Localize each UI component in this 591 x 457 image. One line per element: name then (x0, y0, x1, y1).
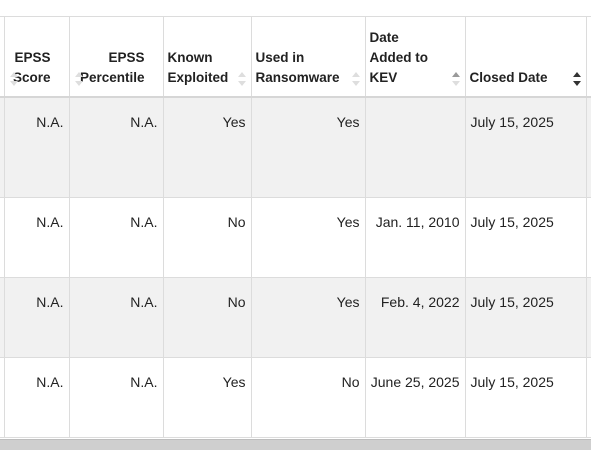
header-date-added-kev[interactable] (365, 17, 465, 97)
cell-epss-percentile: N.A. (69, 358, 163, 438)
cell-date-added-kev (365, 97, 465, 198)
cell-date-added-kev: Jan. 11, 2010 (365, 198, 465, 278)
row-cell-cut-off-right (586, 278, 591, 358)
cell-closed-date: July 15, 2025 (465, 198, 586, 278)
cell-used-in-ransomware: No (251, 358, 365, 438)
header-date-added-kev-line1: Date (369, 29, 399, 45)
header-date-added-kev-line3: KEV (369, 69, 398, 85)
cell-used-in-ransomware: Yes (251, 278, 365, 358)
cell-epss-percentile: N.A. (69, 198, 163, 278)
row-cell-cut-off-right (586, 358, 591, 438)
header-epss-score-line2: Score (12, 69, 51, 85)
table-row[interactable] (0, 97, 591, 198)
header-known-exploited[interactable] (163, 17, 251, 97)
cell-known-exploited: Yes (163, 97, 251, 198)
cell-used-in-ransomware: Yes (251, 198, 365, 278)
cell-epss-percentile: N.A. (69, 278, 163, 358)
cell-epss-score: N.A. (4, 97, 69, 198)
horizontal-scrollbar[interactable] (0, 439, 591, 450)
header-used-in-ransomware-line1: Used in (255, 49, 305, 65)
cell-used-in-ransomware: Yes (251, 97, 365, 198)
header-epss-score[interactable] (4, 17, 69, 97)
sort-ascending-icon[interactable] (452, 72, 460, 86)
table-row[interactable] (0, 278, 591, 358)
header-closed-date-label: Closed Date (469, 69, 548, 85)
header-known-exploited-line2: Exploited (167, 69, 229, 85)
cell-known-exploited: Yes (163, 358, 251, 438)
sort-active-icon[interactable] (573, 72, 581, 86)
row-cell-cut-off-right (586, 198, 591, 278)
cell-closed-date: July 15, 2025 (465, 358, 586, 438)
cell-date-added-kev: June 25, 2025 (365, 358, 465, 438)
cell-closed-date: July 15, 2025 (465, 97, 586, 198)
header-epss-percentile-line1: EPSS (108, 49, 145, 65)
cell-epss-score: N.A. (4, 198, 69, 278)
header-used-in-ransomware-line2: Ransomware (255, 69, 340, 85)
header-cell-cut-off-right (586, 17, 591, 97)
header-used-in-ransomware[interactable] (251, 17, 365, 97)
header-epss-percentile[interactable] (69, 17, 163, 97)
cell-date-added-kev: Feb. 4, 2022 (365, 278, 465, 358)
cell-epss-score: N.A. (4, 358, 69, 438)
header-closed-date[interactable] (465, 17, 586, 97)
sort-icon[interactable] (75, 72, 83, 86)
sort-icon[interactable] (238, 72, 246, 86)
cell-known-exploited: No (163, 198, 251, 278)
table-row[interactable] (0, 358, 591, 438)
sort-icon[interactable] (352, 72, 360, 86)
header-known-exploited-line1: Known (167, 49, 213, 65)
cell-known-exploited: No (163, 278, 251, 358)
table-row[interactable] (0, 198, 591, 278)
cell-closed-date: July 15, 2025 (465, 278, 586, 358)
header-epss-score-line1: EPSS (14, 49, 51, 65)
cell-epss-score: N.A. (4, 278, 69, 358)
header-date-added-kev-line2: Added to (369, 49, 428, 65)
cell-epss-percentile: N.A. (69, 97, 163, 198)
row-cell-cut-off-right (586, 97, 591, 198)
sort-icon[interactable] (10, 72, 18, 86)
vulnerability-table (0, 16, 591, 438)
header-epss-percentile-line2: Percentile (79, 69, 145, 85)
header-row (0, 17, 591, 97)
